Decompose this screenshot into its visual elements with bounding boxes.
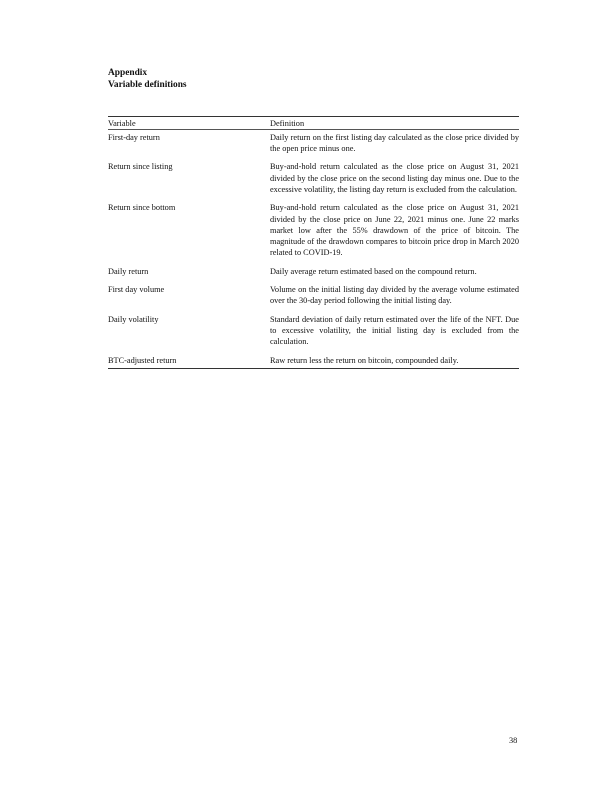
page-number: 38 — [509, 736, 518, 745]
variable-definition: Raw return less the return on bitcoin, compounded daily. — [270, 355, 459, 365]
table-header-row — [108, 117, 519, 130]
header-definition: Definition — [270, 117, 519, 130]
variable-definition: Volume on the initial listing day divided by the average volume estimated over the 30-day period following the initial listing day. — [270, 285, 519, 306]
table-row — [108, 201, 519, 264]
table-row — [108, 283, 519, 313]
variable-definition: Daily average return estimated based on the compound return. — [270, 266, 477, 276]
header-variable: Variable — [108, 117, 270, 130]
table-title: Variable definitions — [108, 80, 187, 90]
variable-name: BTC-adjusted return — [108, 355, 177, 365]
variable-definition: Daily return on the first listing day calculated as the close price divided by the open price minus one. — [270, 132, 519, 154]
table-row — [108, 160, 519, 201]
variable-name: Daily return — [108, 266, 149, 276]
table-row — [108, 130, 519, 160]
table-row — [108, 353, 519, 368]
appendix-title: Appendix — [108, 68, 148, 78]
variable-definitions-table — [108, 116, 519, 369]
variable-definition: Buy-and-hold return calculated as the close price on August 31, 2021 divided by the close price on June 22, 2021 minus one. June 22 marks market low after the 55% drawdown of the price of bitcoin. The magnitude of the drawdown compares to bitcoin price drop in March 2020 related to COVID-19. — [270, 203, 519, 258]
variable-name: Daily volatility — [108, 314, 159, 324]
appendix-heading — [108, 67, 187, 91]
table-row — [108, 312, 519, 353]
variable-definition: Standard deviation of daily return estimated over the life of the NFT. Due to excessive volatility, the initial listing day is excluded from the calculation. — [270, 314, 519, 347]
variable-definition: Buy-and-hold return calculated as the close price on August 31, 2021 divided by the close price on the second listing day minus one. Due to the excessive volatility, the listing day return is excluded from the calculation. — [270, 162, 519, 194]
variable-name: Return since listing — [108, 162, 173, 172]
table-row — [108, 264, 519, 282]
variable-name: First day volume — [108, 285, 165, 295]
variable-name: Return since bottom — [108, 203, 176, 213]
variable-name: First-day return — [108, 132, 160, 142]
